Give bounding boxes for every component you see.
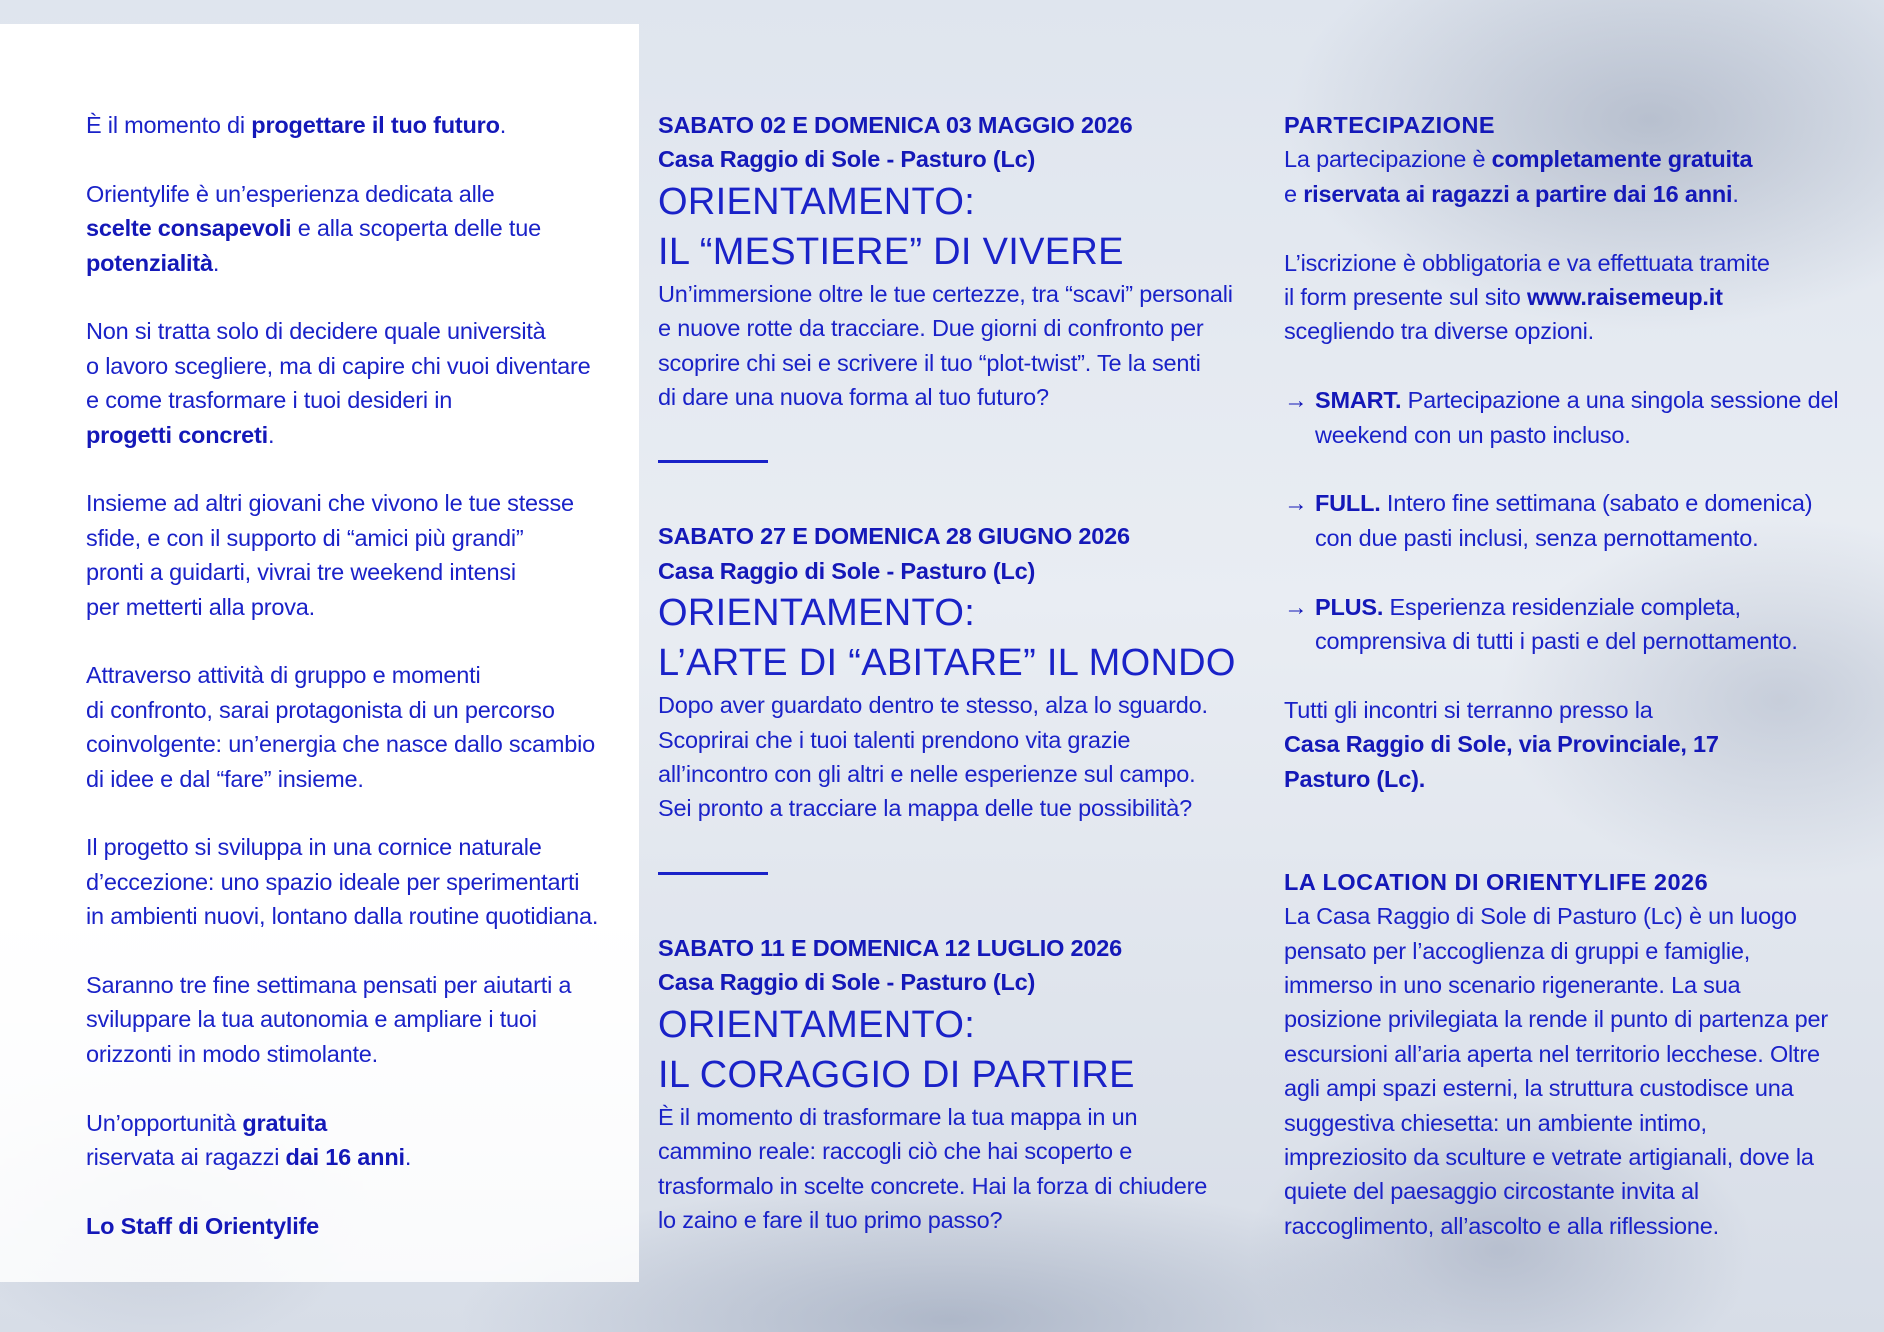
- event-description: Un’immersione oltre le tue certezze, tra “scavi” personali e nuove rotte da tracciare. Due giorni di confronto per scoprire chi sei e scrivere il tuo “plot-twist”. Te la senti di dare una nuova forma al tuo futuro?: [658, 280, 1233, 411]
- event-place: Casa Raggio di Sole - Pasturo (Lc): [658, 969, 1036, 996]
- event-subtitle: L’ARTE DI “ABITARE” IL MONDO: [658, 642, 1236, 685]
- event-block: [658, 519, 1258, 825]
- divider: [658, 872, 768, 875]
- info-column: [1284, 108, 1864, 1243]
- event-description: Dopo aver guardato dentro te stesso, alza lo sguardo. Scoprirai che i tuoi talenti prendono vita grazie all’incontro con gli altri e nelle esperienze sul campo. Sei pronto a tracciare la mappa delle tue possibilità?: [658, 692, 1208, 822]
- event-block: [658, 108, 1258, 414]
- event-subtitle: IL “MESTIERE” DI VIVERE: [658, 230, 1124, 273]
- arrow-right-icon: →: [1284, 593, 1308, 620]
- event-description: È il momento di trasformare la tua mappa in un cammino reale: raccogli ciò che hai scoperto e trasformalo in scelte concrete. Hai la forza di chiudere lo zaino e fare il tuo primo passo?: [658, 1103, 1208, 1233]
- intro-paragraph-8: Un’opportunità gratuita riservata ai ragazzi dai 16 anni.: [86, 1109, 412, 1171]
- event-block: [658, 931, 1258, 1237]
- event-title: ORIENTAMENTO:: [658, 180, 976, 223]
- location-text: La Casa Raggio di Sole di Pasturo (Lc) è un luogo pensato per l’accoglienza di gruppi e famiglie, immerso in uno scenario rigenerante. La sua posizione privilegiata la rende il punto di partenza per escursioni all’aria aperta nel territorio lecchese. Oltre agli ampi spazi esterni, la struttura custodisce una suggestiva chiesetta: un ambiente intimo, impreziosito da sculture e vetrate artigianali, dove la quiete del paesaggio circostante invita al raccoglimento, all’ascolto e alla riflessione.: [1284, 903, 1829, 1239]
- intro-paragraph-4: Insieme ad altri giovani che vivono le tue stesse sfide, e con il supporto di “amici più grandi” pronti a guidarti, vivrai tre weekend intensi per metterti alla prova.: [86, 490, 574, 620]
- participation-text: La partecipazione è completamente gratuita e riservata ai ragazzi a partire dai 16 anni.: [1284, 146, 1753, 207]
- event-title: ORIENTAMENTO:: [658, 1003, 976, 1046]
- intro-column: [86, 108, 626, 1243]
- intro-paragraph-7: Saranno tre fine settimana pensati per aiutarti a sviluppare la tua autonomia e ampliare i tuoi orizzonti in modo stimolante.: [86, 972, 572, 1067]
- event-subtitle: IL CORAGGIO DI PARTIRE: [658, 1053, 1135, 1096]
- arrow-right-icon: →: [1284, 490, 1308, 517]
- option-plus: → PLUS. Esperienza residenziale completa, comprensiva di tutti i pasti e del pernottamento.: [1284, 590, 1864, 659]
- option-full: → FULL. Intero fine settimana (sabato e domenica) con due pasti inclusi, senza pernottamento.: [1284, 486, 1864, 555]
- event-date: SABATO 27 E DOMENICA 28 GIUGNO 2026: [658, 523, 1130, 550]
- registration-text: L’iscrizione è obbligatoria e va effettuata tramite il form presente sul sito www.raisemeup.it scegliendo tra diverse opzioni.: [1284, 249, 1770, 345]
- intro-paragraph-2: Orientylife è un’esperienza dedicata alle scelte consapevoli e alla scoperta delle tue potenzialità.: [86, 180, 541, 276]
- location-title: LA LOCATION DI ORIENTYLIFE 2026: [1284, 868, 1709, 895]
- website-link[interactable]: www.raisemeup.it: [1526, 284, 1723, 311]
- intro-paragraph-6: Il progetto si sviluppa in una cornice naturale d’eccezione: uno spazio ideale per sperimentarti in ambienti nuovi, lontano dalla routine quotidiana.: [86, 834, 599, 930]
- event-place: Casa Raggio di Sole - Pasturo (Lc): [658, 557, 1036, 584]
- intro-paragraph-1: È il momento di progettare il tuo futuro.: [86, 112, 507, 138]
- events-column: [658, 108, 1258, 1237]
- signature: Lo Staff di Orientylife: [86, 1212, 320, 1239]
- event-title: ORIENTAMENTO:: [658, 592, 976, 635]
- intro-paragraph-5: Attraverso attività di gruppo e momenti di confronto, sarai protagonista di un percorso coinvolgente: un’energia che nasce dallo scambio di idee e dal “fare” insieme.: [86, 662, 596, 792]
- event-date: SABATO 02 E DOMENICA 03 MAGGIO 2026: [658, 112, 1133, 138]
- event-place: Casa Raggio di Sole - Pasturo (Lc): [658, 146, 1036, 173]
- divider: [658, 460, 768, 463]
- arrow-right-icon: →: [1284, 387, 1308, 414]
- participation-title: PARTECIPAZIONE: [1284, 112, 1496, 138]
- option-smart: → SMART. Partecipazione a una singola sessione del weekend con un pasto incluso.: [1284, 383, 1864, 452]
- intro-paragraph-3: Non si tratta solo di decidere quale università o lavoro scegliere, ma di capire chi vuoi diventare e come trasformare i tuoi desideri in progetti concreti.: [86, 318, 591, 448]
- event-date: SABATO 11 E DOMENICA 12 LUGLIO 2026: [658, 934, 1122, 961]
- venue-text: Tutti gli incontri si terranno presso la Casa Raggio di Sole, via Provinciale, 17 Pasturo (Lc).: [1284, 696, 1719, 792]
